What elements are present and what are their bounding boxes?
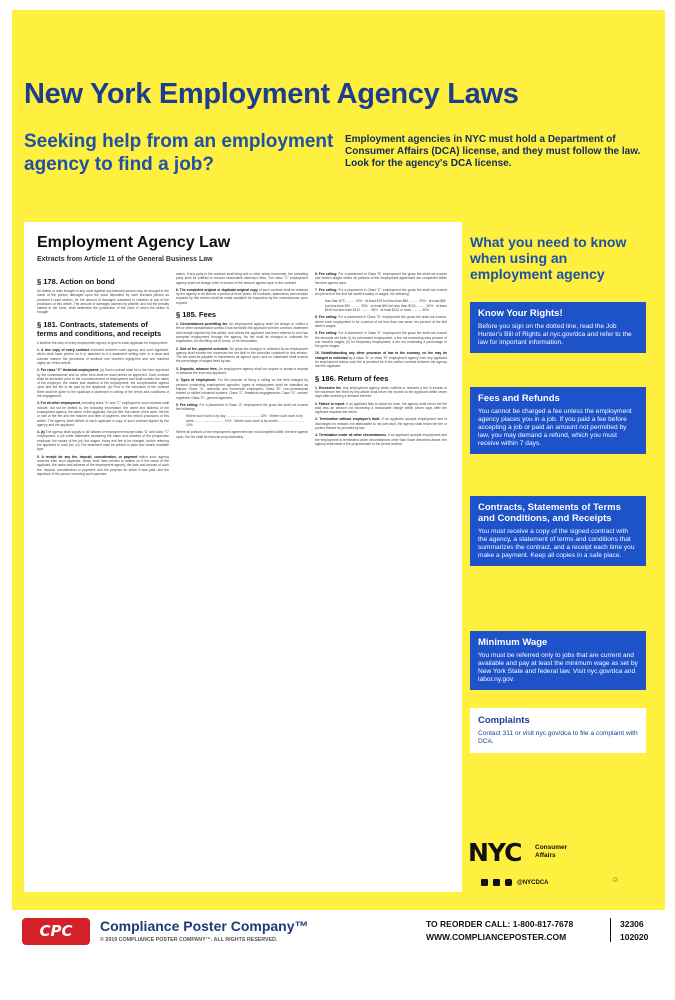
card-title: Know Your Rights! [478, 308, 563, 319]
sidebar-heading: What you need to know when using an employment agency [470, 234, 627, 282]
copyright: © 2019 COMPLIANCE POSTER COMPANY™. ALL RIGHTS RESERVED. [100, 937, 278, 943]
law-paragraph [315, 351, 447, 368]
instagram-icon[interactable] [505, 879, 512, 886]
agency-name-line: Affairs [535, 852, 556, 859]
paragraph-text: An employment agency shall not charge or collect a fee or other consideration unless it has furnished the applicant with the contract, statement and receipt required by this article, and unless the applicant has been referred to and has accepted employment through the agency. No fee shall be charged or collected for registration, for the filling out of forms, or for information. [176, 322, 308, 344]
paragraph-label: 1. Circumstances permitting fee. [176, 322, 229, 327]
section-181-intro: It shall be the duty of every employment agency to give to each applicant for employment: [37, 340, 168, 345]
paragraph-text: The agency shall supply to all classes of employment except class "A" and class "C" employment, a job order statement containing the name and address of the prospective employer, the nature of the job, the wages, hours and fee to be charged, before referring the applicant to such job. (b) The statement shall be printed in plain and clearly readable type. [37, 430, 169, 452]
law-paragraph [37, 368, 169, 398]
footer [0, 910, 675, 1000]
law-paragraph [176, 378, 308, 399]
card-body: Contact 311 or visit nyc.gov/dca to file a complaint with DCA. [478, 730, 638, 745]
paragraph-text: For a placement in Class "D" employment the gross fee shall not exceed, where such employment is for a period of not less than one week, ten percent of the first week's wages. [315, 315, 447, 328]
law-paragraph [315, 386, 447, 399]
paragraph-text: For a placement in Class "C" employment the gross fee shall not exceed ten percent of the first full month's salary or wages, the following: [315, 287, 447, 297]
law-paragraph [315, 417, 447, 430]
law-paragraph [37, 455, 169, 476]
paragraph-label: 4. (a) [37, 430, 45, 435]
law-paragraph: action. If any party to the contract shall bring suit or other action hereunder, the prevailing party shall be entitled to recover reasonable attorney's fees. The class "C" employment agency shall not charge a fee in excess of the amount agreed upon in the contract. [176, 272, 308, 285]
card-fees-refunds [470, 387, 646, 454]
poster-title: New York Employment Agency Laws [24, 78, 519, 110]
paragraph-text: of such contract shall be retained by the agency in its files for a period of three years. All contracts, statements and receipts required by this section shall be made available for inspection by the commissioner upon request. [176, 287, 308, 305]
card-body: Before you sign on the dotted line, read the Job Hunter's Bill of Rights at nyc.gov/dca and refer to the law for important information. [478, 323, 632, 346]
card-title: Minimum Wage [478, 637, 548, 648]
card-body: You must be referred only to jobs that are current and available and pay at least the minimum wage as set by New York State and federal law. Visit nyc.gov/dca and labor.ny.gov. [478, 652, 638, 683]
law-paragraph [176, 322, 308, 343]
section-178-heading: § 178. Action on bond [37, 277, 115, 286]
paragraph-label: 2. For class "C" theatrical employment: [37, 368, 99, 373]
card-body: You must receive a copy of the signed contract with the agency, a statement of terms and conditions that summarizes the contract, and a receipt each time you make a payment. Keep all copies in a safe place. [478, 528, 635, 559]
paragraph-label: 2. Failure to report. [315, 401, 346, 406]
section-185-heading: § 185. Fees [176, 310, 217, 320]
fee-table: less than $75 .......... 15% · at least $75 but less than $80 .......... 20% · at least $80 but less than $90 .......... 25% · at least $90 but less than $100 .......... 30% · at least $100 but less than $110 .......... 35% · at least $110 or more .......... 40% [325, 299, 447, 313]
company-name: Compliance Poster Company™ [100, 918, 309, 934]
paragraph-label: 3. Deposits, advance fees. [176, 366, 218, 371]
paragraph-label: 5. Fee ceiling: [176, 402, 199, 407]
paragraph-label: 9. Fee ceiling: [315, 331, 338, 336]
facebook-icon[interactable] [493, 879, 500, 886]
paragraph-label: 4. Types of employment. [176, 378, 217, 383]
paragraph-label: 3. For all other employment, [37, 401, 82, 406]
paragraph-text: by a class "A" or class "B" employment agency from any applicant for employment unless such fee is provided for in the written contract between the agency and the applicant. [315, 355, 447, 369]
paragraph-text: An employment agency shall not require or accept a deposit or advance fee from any applicant. [176, 366, 308, 376]
law-paragraph [176, 347, 308, 364]
law-column-2 [176, 272, 308, 884]
cpc-logo: CPC [22, 918, 90, 945]
law-paragraph [315, 272, 447, 285]
law-paragraph [176, 403, 308, 412]
law-paragraph [315, 331, 447, 348]
agency-name-line: Consumer [535, 844, 568, 851]
card-title: Complaints [478, 715, 530, 726]
section-178-text: All claims or suits brought in any court against any licensed person may be brought in the name of the person damaged upon the bond deposited by such licensed person as provided in said section, for the amount of damages sustained in violation of any of the provisions of this article. The amount of damages claimed by plaintiff, and not the penalty named in the bond, shall determine the jurisdiction of the court in which the action is brought. [37, 289, 169, 315]
law-paragraph [315, 288, 447, 297]
law-column-3 [315, 272, 447, 884]
paragraph-label: 7. Fee ceiling: [315, 287, 338, 292]
paragraph-text: including class "A" and "C" employment, such contract shall include, but not be limited to, the following information: the name and address of the employment agency, the name of the applicant, the job title, the nature of the work, the fee or rate of the fee and the manner and time of payment, and the refund provisions of this article. The agency shall deliver to each applicant a copy of such contract signed by the agency and the applicant. [37, 401, 169, 427]
nyc-logo: NYC [468, 838, 522, 867]
paragraph-text: For the purpose of fixing a ceiling on the fees charged by persons conducting employment agencies, types of employment shall be classified as follows: Class "A", domestic and household employees; Class "B", non-professional trained or skilled industrial workers; Class "C", theatrical engagements; Class "D", nurses' registries; Class "E", general agencies. [176, 378, 308, 400]
law-paragraph [315, 402, 447, 415]
poster-code: 32306 [620, 919, 644, 929]
law-column-1 [37, 272, 169, 884]
revision-code: 102020 [620, 932, 649, 942]
social-links [481, 879, 549, 886]
paragraph-text: Any employment agency which collects or receives a fee in excess of the maximum fee fixed by this article shall return the excess to the applicant within seven days after receiving a demand therefor. [315, 385, 447, 399]
paragraph-label: 5. A receipt for any fee, deposit, consideration, or payment [37, 454, 138, 459]
document-subtitle: Extracts from Article 11 of the General Business Law [37, 256, 213, 263]
paragraph-label: 1. Excessive fee. [315, 385, 342, 390]
paragraph-text: For a placement in Class "E" employment the gross fee shall not exceed the amounts set forth: (i) for permanent employment, a fee not exceeding sixty percent of one month's wages; (ii) for temporary employment, a fee not exceeding a percentage of the gross wages. [315, 331, 447, 349]
card-know-your-rights [470, 302, 646, 353]
paragraph-text: which such agency receives from such applicant, which shall have printed or written on it the name of the applicant, the name and address of the employment agency, the date and amount of such fee, deposit, consideration or payment, and the purpose for which it was paid, and the signature of the person receiving such payment. [37, 454, 169, 476]
paragraph-text: executed between such agency and such applicant, which shall have printed on it or attached to it a statement setting forth in a clear and concise manner the provisions of sections one hundred eighty-five and one hundred eighty-six of this article. [37, 348, 169, 365]
paragraph-label: 8. Fee ceiling: [315, 315, 338, 320]
section-186-heading: § 186. Return of fees [315, 373, 389, 383]
twitter-icon[interactable] [481, 879, 488, 886]
paragraph-text: If an applicant accepts employment and is discharged for reasons not attributable to his own fault, the agency shall return the fee or portion thereof as provided by law. [315, 417, 447, 431]
website-link[interactable]: WWW.COMPLIANCEPOSTER.COM [426, 932, 567, 942]
law-paragraph [176, 288, 308, 305]
paragraph-label: 4. Termination under all other circumstances. [315, 433, 387, 438]
card-minimum-wage [470, 631, 646, 690]
law-paragraph [37, 348, 169, 365]
law-paragraph [37, 401, 169, 427]
paragraph-label: 1. A true copy of every contract [37, 348, 90, 353]
poster-subhead: Seeking help from an employment agency to find a job? [24, 131, 334, 175]
law-paragraph: Where all portions of the employment agreement are not completed within the time agreed upon, the fee shall be reduced proportionately. [176, 430, 308, 439]
law-paragraph [37, 430, 169, 451]
card-complaints [470, 708, 646, 753]
card-title: Fees and Refunds [478, 393, 560, 404]
paragraph-label: 3. Termination without employee's fault. [315, 417, 381, 422]
paragraph-label: 10. Notwithstanding any other provision of law to the contrary, no fee may be charged or collected [315, 351, 447, 360]
document-title: Employment Agency Law [37, 234, 231, 251]
paragraph-text: (a) Such contract shall be in the form approved by the commissioner and no other form shall be used unless so approved. Such contract shall be furnished prior to the commencement of employment and shall contain the name of the employer, the nature and duration of the employment, the compensation agreed upon and the fee to be paid by the applicant. (b) Prior to the execution of the contract there shall be given to the applicant a statement in writing of the terms and conditions of the engagement. [37, 368, 169, 399]
paragraph-text: No gross fee charged or collected by an employment agency shall exceed the maximum fee set forth in the schedule contained in this section. The fee shall be payable in instalments as agreed upon, and no instalment shall exceed the percentage of wages fixed by law. [176, 346, 308, 364]
law-paragraph [315, 315, 447, 328]
card-contracts [470, 496, 646, 566]
law-document-panel [24, 222, 462, 892]
reorder-phone: TO REORDER CALL: 1-800-817-7678 [426, 919, 574, 929]
paragraph-label: 6. The completed original or duplicate-original copy [176, 287, 258, 292]
law-paragraph [315, 433, 447, 446]
license-blurb: Employment agencies in NYC must hold a Department of Consumer Affairs (DCA) license, and they must follow the law. Look for the agency's DCA license. [345, 134, 641, 169]
paragraph-text: For a placement in Class "A" employment the gross fee shall not exceed the following: [176, 402, 308, 412]
card-title: Contracts, Statements of Terms and Conditions, and Receipts [478, 502, 621, 524]
fee-table: Where such work is by day .................................... 10% · Where such work is by week ................................ 10% · Where such work is by month ............................. 10% [186, 414, 306, 428]
paragraph-text: For a placement in Class "B" employment the gross fee shall not exceed one week's wages where all portions of the employment agreement are completed within the time agreed upon. [315, 272, 447, 285]
paragraph-text: If an applicant fails to report for work, the agency shall return the fee paid less an amount not exceeding a reasonable charge within seven days after the applicant requests the return. [315, 401, 447, 415]
social-handle: @NYCDCA [517, 879, 549, 886]
divider [610, 918, 611, 942]
recycle-icon: ♲ [612, 877, 619, 884]
card-body: You cannot be charged a fee unless the employment agency places you in a job. If you paid a fee before accepting a job or paid an amount not permitted by law, you may demand a refund, which you must receive within 7 days. [478, 408, 632, 447]
paragraph-label: 2. Size of fee; payment schedule. [176, 346, 229, 351]
paragraph-label: 6. Fee ceiling: [315, 272, 338, 276]
agency-name [535, 844, 567, 860]
paragraph-text: If an applicant accepts employment and the employment is terminated under circumstances other than those described above, the agency shall retain a fee proportionate to the period worked. [315, 433, 447, 446]
law-paragraph [176, 367, 308, 376]
section-181-heading: § 181. Contracts, statements of terms and conditions, and receipts [37, 319, 162, 338]
